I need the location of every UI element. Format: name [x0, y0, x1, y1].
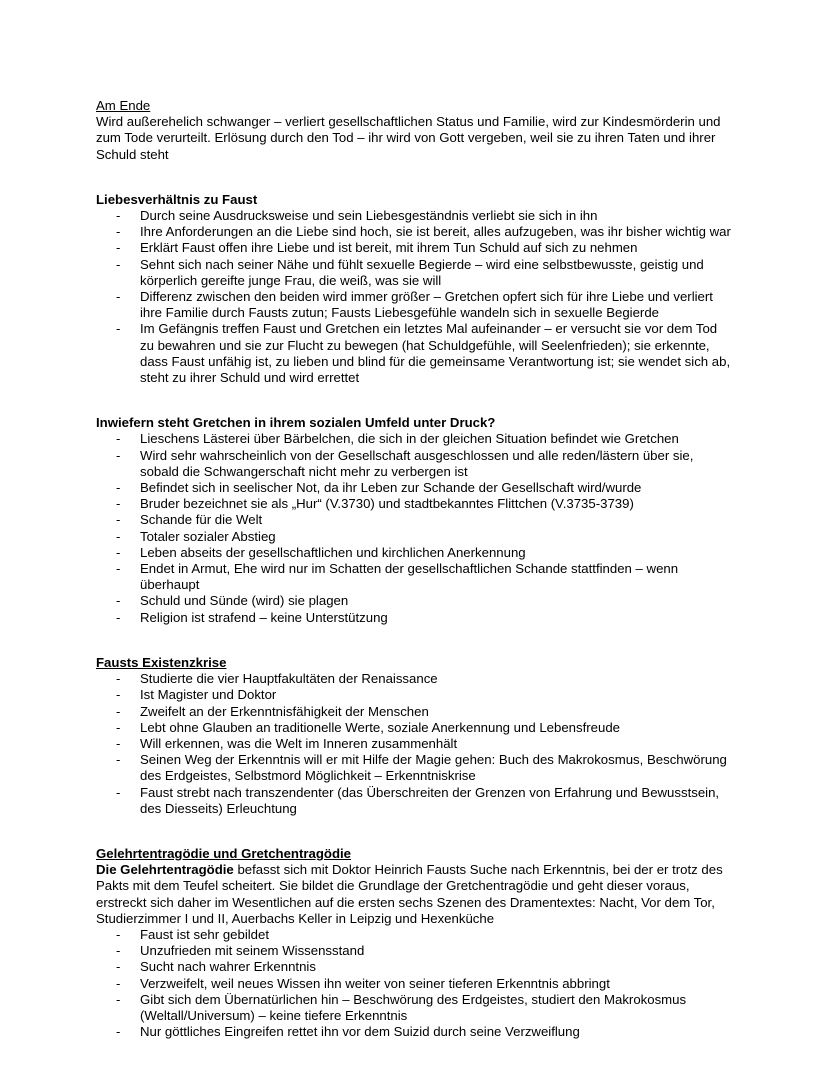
bullet-marker: -: [116, 447, 121, 463]
section-sozialer-druck: [96, 415, 731, 626]
bullet-text: Differenz zwischen den beiden wird immer größer – Gretchen opfert sich für ihre Liebe und verliert ihre Familie durch Fausts zutun; Fausts Liebesgefühle wandeln sich in sexuelle Begierde: [140, 289, 713, 321]
list-item: [96, 208, 731, 224]
bullet-marker: -: [116, 926, 121, 942]
bullet-text: Gibt sich dem Übernatürlichen hin – Beschwörung des Erdgeistes, studiert den Makrokosmus (Weltall/Universum) – keine tiefere Erkenntnis: [140, 991, 687, 1023]
bullet-marker: -: [116, 784, 121, 800]
list-item: [96, 687, 731, 703]
section-heading: Liebesverhältnis zu Faust: [96, 191, 258, 207]
list-item: [96, 496, 731, 512]
bullet-text: Lebt ohne Glauben an traditionelle Werte, soziale Anerkennung und Lebensfreude: [140, 719, 620, 735]
section-liebesverhaeltnis-zu-faust: [96, 192, 731, 386]
list-item: [96, 545, 731, 561]
list-item: [96, 321, 731, 386]
list-item: [96, 992, 731, 1024]
bullet-text: Will erkennen, was die Welt im Inneren zusammenhält: [140, 735, 458, 751]
list-item: [96, 943, 731, 959]
bullet-marker: -: [116, 224, 121, 240]
paragraph: [96, 862, 731, 927]
bullet-text: Im Gefängnis treffen Faust und Gretchen ein letztes Mal aufeinander – er versucht sie vor dem Tod zu bewahren und sie zur Flucht zu bewegen (hat Schuldgefühle, will Seelenfrieden); sie erkennte, dass Faust unfähig ist, zu lieben und blind für die gemeinsame Verantwortung ist; sie wendet sich ab, steht zu ihrer Schuld und wird errettet: [140, 321, 731, 386]
bullet-text: Endet in Armut, Ehe wird nur im Schatten der gesellschaftlichen Schande stattfinden – wenn überhaupt: [140, 561, 679, 593]
bullet-text: Befindet sich in seelischer Not, da ihr Leben zur Schande der Gesellschaft wird/wurde: [140, 480, 642, 496]
list-item: [96, 289, 731, 321]
bullet-marker: -: [116, 943, 121, 959]
section-heading: Inwiefern steht Gretchen in ihrem sozialen Umfeld unter Druck?: [96, 415, 496, 431]
bullet-marker: -: [116, 735, 121, 751]
list-item: [96, 561, 731, 593]
bullet-marker: -: [116, 752, 121, 768]
bullet-text: Schande für die Welt: [140, 512, 263, 528]
paragraph-rest: befasst sich mit Doktor Heinrich Fausts Suche nach Erkenntnis, bei der er trotz des Pakts mit dem Teufel scheitert. Sie bildet die Grundlage der Gretchentragödie und geht dieser voraus, erstreckt sich daher im Wesentlichen auf die ersten sechs Szenen des Dramentextes: Nacht, Vor dem Tor, Studierzimmer I und II, Auerbachs Keller in Leipzig und Hexenküche: [96, 862, 723, 926]
section-heading: Am Ende: [96, 98, 151, 113]
bullet-text: Leben abseits der gesellschaftlichen und kirchlichen Anerkennung: [140, 544, 526, 560]
bullet-marker: -: [116, 256, 121, 272]
bullet-marker: -: [116, 544, 121, 560]
bullet-text: Erklärt Faust offen ihre Liebe und ist bereit, mit ihrem Tun Schuld auf sich zu nehmen: [140, 240, 638, 256]
bullet-text: Studierte die vier Hauptfakultäten der Renaissance: [140, 671, 438, 687]
bullet-marker: -: [116, 240, 121, 256]
list-item: [96, 1024, 731, 1040]
bullet-text: Totaler sozialer Abstieg: [140, 528, 276, 544]
list-item: [96, 448, 731, 480]
list-item: [96, 736, 731, 752]
bullet-marker: -: [116, 593, 121, 609]
bullet-text: Sehnt sich nach seiner Nähe und fühlt sexuelle Begierde – wird eine selbstbewusste, geistig und körperlich gereifte junge Frau, die weiß, was sie will: [140, 256, 704, 288]
list-item: [96, 671, 731, 687]
bullet-list: [96, 927, 731, 1040]
section-fausts-existenzkrise: [96, 655, 731, 817]
list-item: [96, 610, 731, 626]
list-item: [96, 959, 731, 975]
bullet-text: Faust strebt nach transzendenter (das Überschreiten der Grenzen von Erfahrung und Bewusstsein, des Diesseits) Erleuchtung: [140, 784, 720, 816]
bullet-marker: -: [116, 496, 121, 512]
bullet-marker: -: [116, 959, 121, 975]
section-am-ende: [96, 98, 731, 163]
bullet-marker: -: [116, 687, 121, 703]
list-item: [96, 529, 731, 545]
list-item: [96, 720, 731, 736]
list-item: [96, 593, 731, 609]
bullet-list: [96, 208, 731, 386]
bullet-text: Unzufrieden mit seinem Wissensstand: [140, 943, 365, 959]
bullet-marker: -: [116, 703, 121, 719]
bullet-text: Durch seine Ausdrucksweise und sein Liebesgeständnis verliebt sie sich in ihn: [140, 208, 598, 224]
bullet-marker: -: [116, 289, 121, 305]
bullet-text: Sucht nach wahrer Erkenntnis: [140, 959, 316, 975]
section-heading: Fausts Existenzkrise: [96, 654, 227, 670]
bullet-marker: -: [116, 321, 121, 337]
list-item: [96, 785, 731, 817]
bullet-text: Faust ist sehr gebildet: [140, 926, 270, 942]
bullet-list: [96, 431, 731, 625]
list-item: [96, 976, 731, 992]
bullet-marker: -: [116, 208, 121, 224]
bullet-text: Lieschens Lästerei über Bärbelchen, die sich in der gleichen Situation befindet wie Gretchen: [140, 431, 679, 447]
bullet-text: Ist Magister und Doktor: [140, 687, 277, 703]
bullet-text: Ihre Anforderungen an die Liebe sind hoch, sie ist bereit, alles aufzugeben, was ihr bisher wichtig war: [140, 224, 731, 240]
list-item: [96, 431, 731, 447]
bullet-marker: -: [116, 671, 121, 687]
bullet-text: Schuld und Sünde (wird) sie plagen: [140, 593, 349, 609]
document-page: [96, 0, 731, 1040]
bullet-list: [96, 671, 731, 817]
list-item: [96, 704, 731, 720]
list-item: [96, 224, 731, 240]
list-item: [96, 927, 731, 943]
bullet-marker: -: [116, 480, 121, 496]
section-heading: Gelehrtentragödie und Gretchentragödie: [96, 845, 351, 861]
list-item: [96, 257, 731, 289]
paragraph: Wird außerehelich schwanger – verliert gesellschaftlichen Status und Familie, wird zur Kindesmörderin und zum Tode verurteilt. Erlösung durch den Tod – ihr wird von Gott vergeben, weil sie zu ihren Taten und ihrer Schuld steht: [96, 114, 721, 162]
bullet-text: Wird sehr wahrscheinlich von der Gesellschaft ausgeschlossen und alle reden/lästern über sie, sobald die Schwangerschaft nicht mehr zu verbergen ist: [140, 447, 694, 479]
bullet-marker: -: [116, 991, 121, 1007]
bullet-marker: -: [116, 609, 121, 625]
bullet-text: Verzweifelt, weil neues Wissen ihn weiter von seiner tieferen Erkenntnis abbringt: [140, 975, 610, 991]
section-gelehrtentragoedie: [96, 846, 731, 1040]
bullet-marker: -: [116, 431, 121, 447]
bullet-marker: -: [116, 1024, 121, 1040]
list-item: [96, 480, 731, 496]
bullet-marker: -: [116, 719, 121, 735]
list-item: [96, 240, 731, 256]
bullet-text: Nur göttliches Eingreifen rettet ihn vor dem Suizid durch seine Verzweiflung: [140, 1024, 580, 1040]
bullet-marker: -: [116, 512, 121, 528]
bullet-text: Zweifelt an der Erkenntnisfähigkeit der Menschen: [140, 703, 429, 719]
list-item: [96, 512, 731, 528]
bullet-text: Bruder bezeichnet sie als „Hur“ (V.3730) und stadtbekanntes Flittchen (V.3735-3739): [140, 496, 634, 512]
bullet-marker: -: [116, 528, 121, 544]
bullet-marker: -: [116, 561, 121, 577]
bullet-text: Religion ist strafend – keine Unterstützung: [140, 609, 388, 625]
bullet-text: Seinen Weg der Erkenntnis will er mit Hilfe der Magie gehen: Buch des Makrokosmus, Beschwörung des Erdgeistes, Selbstmord Möglichkeit – Erkenntniskrise: [140, 752, 727, 784]
paragraph-lead: Die Gelehrtentragödie: [96, 862, 234, 878]
bullet-marker: -: [116, 975, 121, 991]
list-item: [96, 752, 731, 784]
